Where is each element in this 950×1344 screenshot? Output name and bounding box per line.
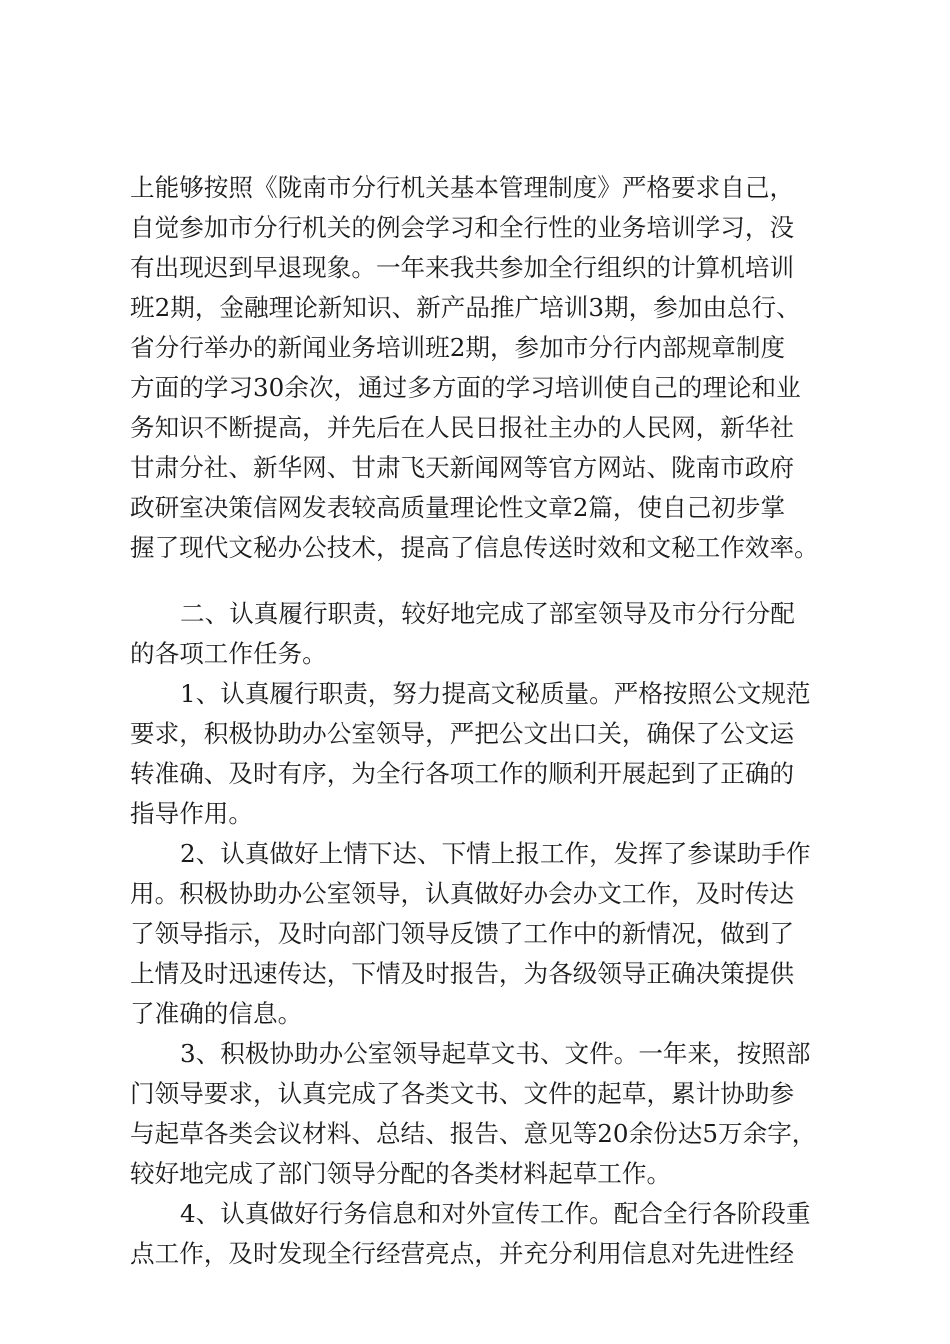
text-line: 1、认真履行职责，努力提高文秘质量。严格按照公文规范 (180, 679, 811, 708)
text-line: 上能够按照《陇南市分行机关基本管理制度》严格要求自己， (130, 173, 795, 202)
text-line: 政研室决策信网发表较高质量理论性文章2篇，使自己初步掌 (130, 493, 786, 522)
text-line: 了准确的信息。 (130, 999, 303, 1028)
text-line: 甘肃分社、新华网、甘肃飞天新闻网等官方网站、陇南市政府 (130, 453, 795, 482)
text-line: 用。积极协助办公室领导，认真做好办会办文工作，及时传达 (130, 879, 795, 908)
text-line: 班2期，金融理论新知识、新产品推广培训3期，参加由总行、 (130, 293, 801, 322)
text-line: 上情及时迅速传达，下情及时报告，为各级领导正确决策提供 (130, 959, 795, 988)
text-line: 2、认真做好上情下达、下情上报工作，发挥了参谋助手作 (180, 839, 811, 868)
text-line: 省分行举办的新闻业务培训班2期，参加市分行内部规章制度 (130, 333, 786, 362)
text-line: 4、认真做好行务信息和对外宣传工作。配合全行各阶段重 (180, 1199, 811, 1228)
text-line: 握了现代文秘办公技术，提高了信息传送时效和文秘工作效率。 (130, 533, 819, 562)
text-line: 有出现迟到早退现象。一年来我共参加全行组织的计算机培训 (130, 253, 795, 282)
text-line: 与起草各类会议材料、总结、报告、意见等20余份达5万余字， (130, 1119, 817, 1148)
text-line: 务知识不断提高，并先后在人民日报社主办的人民网，新华社 (130, 413, 795, 442)
text-line: 方面的学习30余次，通过多方面的学习培训使自己的理论和业 (130, 373, 801, 402)
text-line: 自觉参加市分行机关的例会学习和全行性的业务培训学习，没 (130, 213, 795, 242)
text-line: 要求，积极协助办公室领导，严把公文出口关，确保了公文运 (130, 719, 795, 748)
text-line: 转准确、及时有序，为全行各项工作的顺利开展起到了正确的 (130, 759, 795, 788)
text-line: 门领导要求，认真完成了各类文书、文件的起草，累计协助参 (130, 1079, 795, 1108)
text-line: 点工作，及时发现全行经营亮点，并充分利用信息对先进性经 (130, 1239, 795, 1268)
text-line: 了领导指示，及时向部门领导反馈了工作中的新情况，做到了 (130, 919, 795, 948)
text-line: 较好地完成了部门领导分配的各类材料起草工作。 (130, 1159, 672, 1188)
section-heading-line: 二、认真履行职责，较好地完成了部室领导及市分行分配 (180, 599, 795, 628)
text-line: 指导作用。 (130, 799, 253, 828)
text-line: 3、积极协助办公室领导起草文书、文件。一年来，按照部 (180, 1039, 811, 1068)
section-heading-line: 的各项工作任务。 (130, 639, 327, 668)
